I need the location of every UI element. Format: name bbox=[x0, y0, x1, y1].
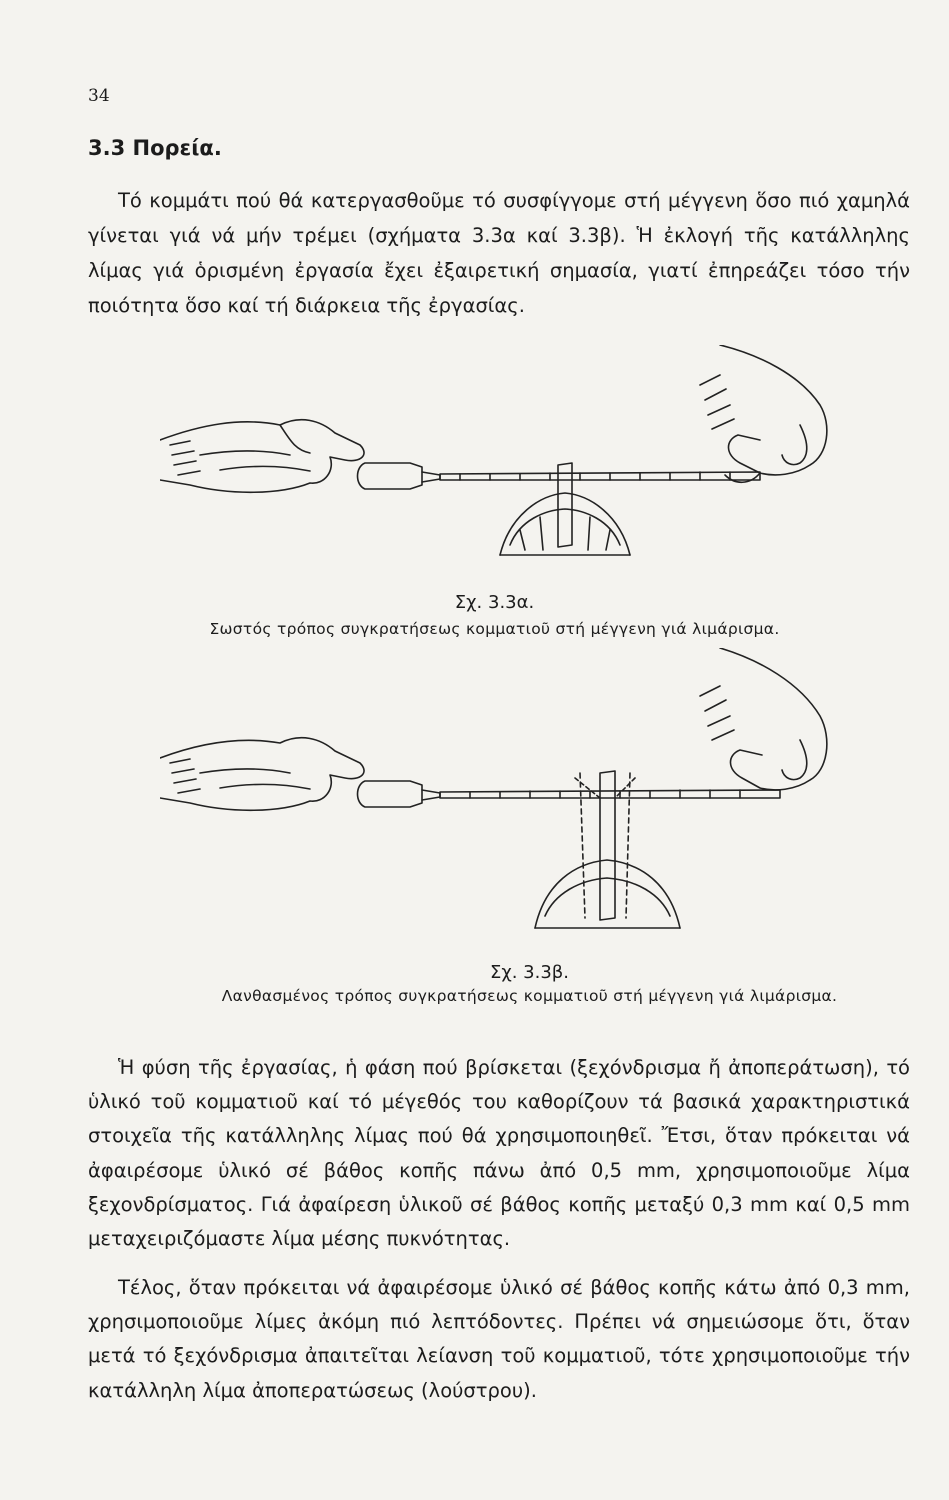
figure-b-caption: Λανθασμένος τρόπος συγκρατήσεως κομματιοῦ στή μέγγενη γιά λιμάρισμα. bbox=[221, 987, 838, 1005]
paragraph-file-selection: Ἡ φύση τῆς ἐργασίας, ἡ φάση πού βρίσκεται (ξεχόνδρισμα ἤ ἀποπεράτωση), τό ὑλικό τοῦ κομματιοῦ καί τό μέγεθός του καθορίζουν τά βασικά χαρακτηριστικά στοιχεῖα τῆς κατάλληλης λίμας πού θά χρησιμοποιηθεῖ. Ἔτσι, ὅταν πρόκειται νά ἀφαιρέσομε ὑλικό σέ βάθος κοπῆς πάνω ἀπό 0,5 mm, χρησιμοποιοῦμε λίμα ξεχονδρίσματος. Γιά ἀφαίρεση ὑλικοῦ σέ βάθος κοπῆς μεταξύ 0,3 mm καί 0,5 mm μεταχειριζόμαστε λίμα μέσης πυκνότητας. bbox=[88, 1056, 910, 1251]
filing-illustration-wrong bbox=[160, 648, 860, 938]
right-hand-drawing bbox=[700, 345, 827, 482]
file-drawing bbox=[358, 781, 781, 807]
left-hand-drawing bbox=[160, 420, 364, 493]
section-title: 3.3 Πορεία. bbox=[88, 136, 222, 160]
figure-correct-clamping bbox=[160, 345, 860, 565]
vice-drawing bbox=[535, 771, 680, 928]
page-number: 34 bbox=[88, 86, 110, 106]
paragraph-intro: Τό κομμάτι πού θά κατεργασθοῦμε τό συσφίγγομε στή μέγγενη ὅσο πιό χαμηλά γίνεται γιά νά μήν τρέμει (σχήματα 3.3α καί 3.3β). Ἡ ἐκλογή τῆς κατάλληλης λίμας γιά ὁρισμένη ἐργασία ἔχει ἐξαιρετική σημασία, γιατί ἐπηρεάζει τόσο τήν ποιότητα ὅσο καί τή διάρκεια τῆς ἐργασίας. bbox=[88, 189, 910, 317]
figure-a-caption: Σωστός τρόπος συγκρατήσεως κομματιοῦ στή μέγγενη γιά λιμάρισμα. bbox=[209, 620, 780, 638]
right-hand-drawing bbox=[700, 648, 827, 790]
figure-wrong-clamping bbox=[160, 648, 860, 938]
figure-a-label: Σχ. 3.3α. bbox=[454, 592, 535, 613]
filing-illustration-correct bbox=[160, 345, 860, 565]
figure-b-label: Σχ. 3.3β. bbox=[489, 962, 570, 983]
left-hand-drawing bbox=[160, 738, 364, 811]
paragraph-finishing: Τέλος, ὅταν πρόκειται νά ἀφαιρέσομε ὑλικό σέ βάθος κοπῆς κάτω ἀπό 0,3 mm, χρησιμοποιοῦμε λίμες ἀκόμη πιό λεπτόδοντες. Πρέπει νά σημειώσομε ὅτι, ὅταν μετά τό ξεχόνδρισμα ἀπαιτεῖται λείανση τοῦ κομματιοῦ, τότε χρησιμοποιοῦμε τήν κατάλληλη λίμα ἀποπερατώσεως (λούστρου). bbox=[88, 1276, 910, 1402]
